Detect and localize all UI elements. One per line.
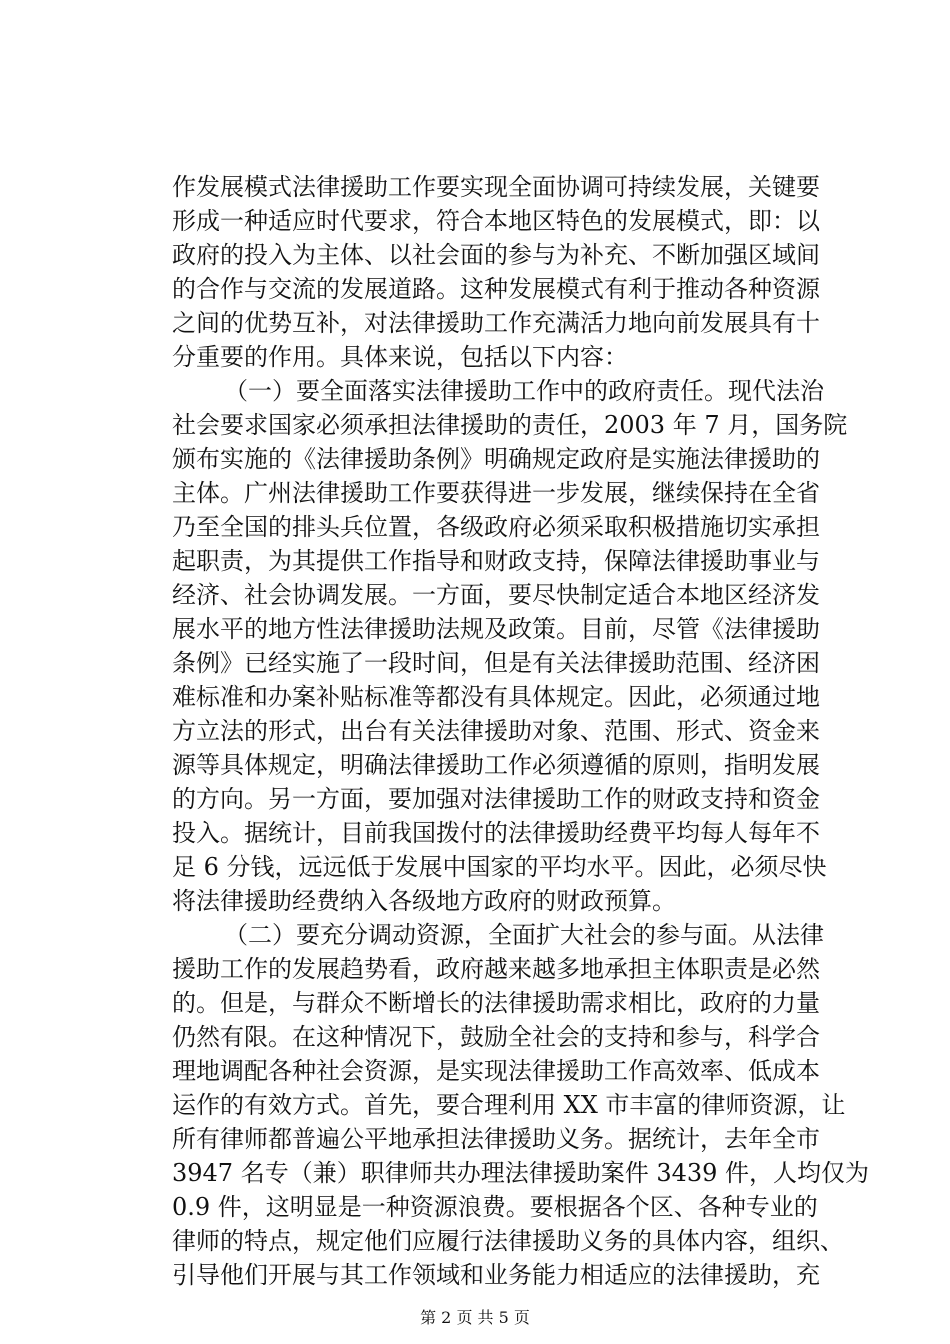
- text-line: 足 6 分钱，远远低于发展中国家的平均水平。因此，必须尽快: [172, 853, 827, 881]
- text-line: 所有律师都普遍公平地承担法律援助义务。据统计，去年全市: [172, 1125, 820, 1153]
- text-line: 之间的优势互补，对法律援助工作充满活力地向前发展具有十: [172, 309, 820, 337]
- text-line: 社会要求国家必须承担法律援助的责任，2003 年 7 月，国务院: [172, 411, 848, 439]
- text-line: 经济、社会协调发展。一方面，要尽快制定适合本地区经济发: [172, 581, 820, 609]
- text-line: 方立法的形式，出台有关法律援助对象、范围、形式、资金来: [172, 717, 820, 745]
- text-line: 展水平的地方性法律援助法规及政策。目前，尽管《法律援助: [172, 615, 820, 643]
- text-line: 援助工作的发展趋势看，政府越来越多地承担主体职责是必然: [172, 955, 820, 983]
- text-line: 条例》已经实施了一段时间，但是有关法律援助范围、经济困: [172, 649, 820, 677]
- paragraph-start-line: （一）要全面落实法律援助工作中的政府责任。现代法治: [224, 377, 824, 405]
- text-line: 主体。广州法律援助工作要获得进一步发展，继续保持在全省: [172, 479, 820, 507]
- text-line: 政府的投入为主体、以社会面的参与为补充、不断加强区域间: [172, 241, 820, 269]
- paragraph-start-line: （二）要充分调动资源，全面扩大社会的参与面。从法律: [224, 921, 824, 949]
- text-line: 投入。据统计，目前我国拨付的法律援助经费平均每人每年不: [172, 819, 820, 847]
- text-line: 将法律援助经费纳入各级地方政府的财政预算。: [172, 887, 676, 915]
- text-line: 乃至全国的排头兵位置，各级政府必须采取积极措施切实承担: [172, 513, 820, 541]
- text-line: 的合作与交流的发展道路。这种发展模式有利于推动各种资源: [172, 275, 820, 303]
- page-number-footer: 第 2 页 共 5 页: [420, 1308, 530, 1327]
- text-line: 仍然有限。在这种情况下，鼓励全社会的支持和参与，科学合: [172, 1023, 820, 1051]
- text-line: 难标准和办案补贴标准等都没有具体规定。因此，必须通过地: [172, 683, 820, 711]
- text-line: 理地调配各种社会资源，是实现法律援助工作高效率、低成本: [172, 1057, 820, 1085]
- text-line: 颁布实施的《法律援助条例》明确规定政府是实施法律援助的: [172, 445, 820, 473]
- text-line: 起职责，为其提供工作指导和财政支持，保障法律援助事业与: [172, 547, 820, 575]
- text-line: 运作的有效方式。首先，要合理利用 XX 市丰富的律师资源，让: [172, 1091, 846, 1119]
- text-line: 的方向。另一方面，要加强对法律援助工作的财政支持和资金: [172, 785, 820, 813]
- text-line: 分重要的作用。具体来说，包括以下内容：: [172, 343, 628, 371]
- text-line: 的。但是，与群众不断增长的法律援助需求相比，政府的力量: [172, 989, 820, 1017]
- text-line: 作发展模式法律援助工作要实现全面协调可持续发展，关键要: [172, 173, 820, 201]
- text-line: 3947 名专（兼）职律师共办理法律援助案件 3439 件，人均仅为: [172, 1159, 870, 1187]
- text-line: 0.9 件，这明显是一种资源浪费。要根据各个区、各种专业的: [172, 1193, 818, 1221]
- text-line: 形成一种适应时代要求，符合本地区特色的发展模式，即：以: [172, 207, 820, 235]
- text-line: 律师的特点，规定他们应履行法律援助义务的具体内容，组织、: [172, 1227, 844, 1255]
- text-line: 源等具体规定，明确法律援助工作必须遵循的原则，指明发展: [172, 751, 820, 779]
- text-line: 引导他们开展与其工作领域和业务能力相适应的法律援助，充: [172, 1261, 820, 1289]
